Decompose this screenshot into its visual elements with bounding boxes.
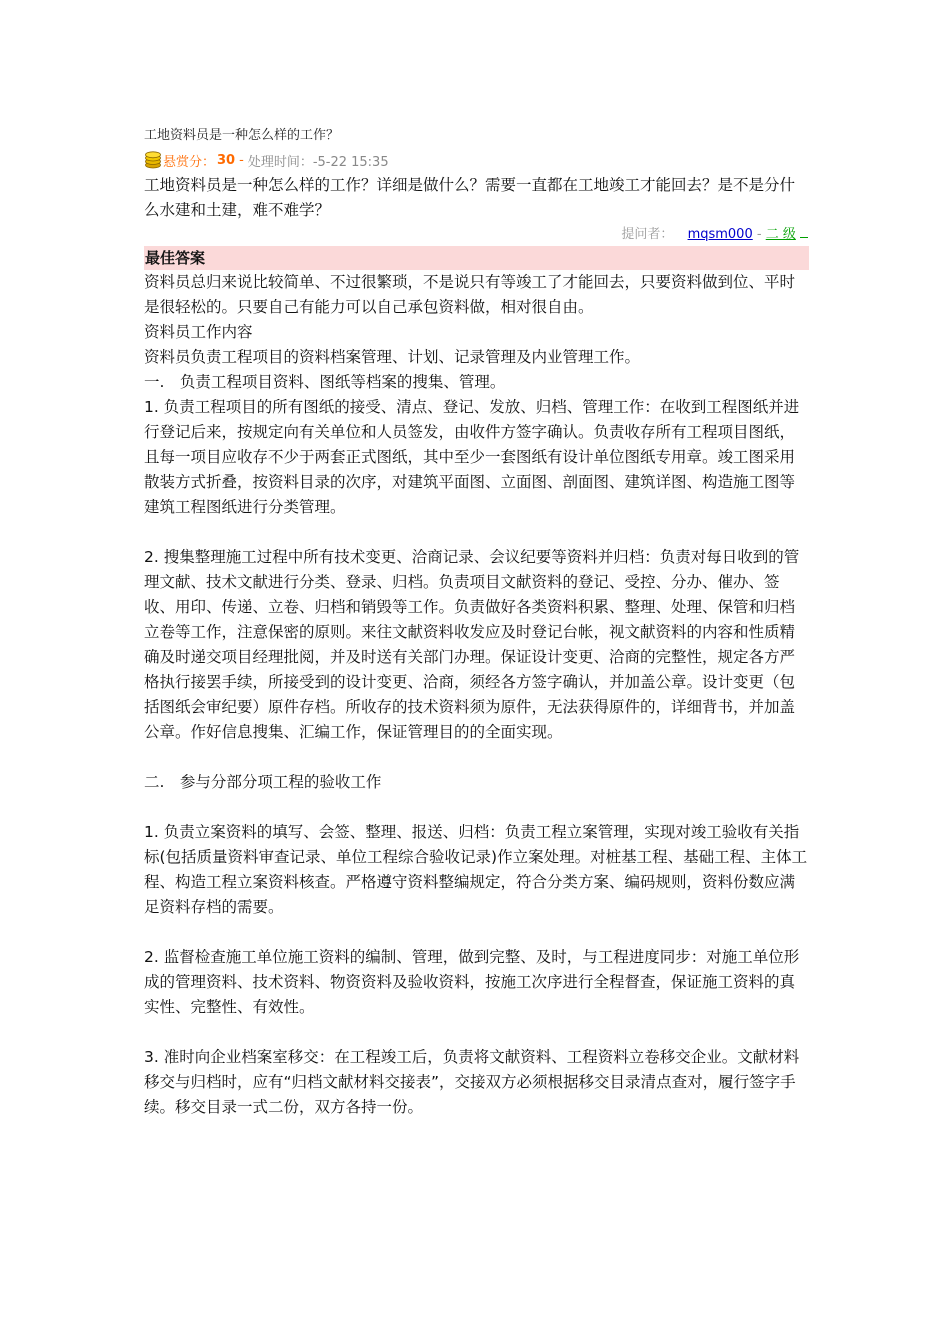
asker-level-link[interactable]: 二 级 — [765, 227, 796, 242]
paragraph-gap — [144, 795, 808, 820]
answer-paragraph: 资料员总归来说比较简单、不过很繁琐，不是说只有等竣工了才能回去，只要资料做到位、平时是很轻松的。只要自己有能力可以自己承包资料做，相对很自由。 — [144, 273, 796, 316]
asker-row — [144, 224, 808, 246]
answer-paragraph: 1. 负责工程项目的所有图纸的接受、清点、登记、发放、归档、管理工作：在收到工程图纸并进行登记后来，按规定向有关单位和人员签发，由收件方签字确认。负责收存所有工程项目图纸，且每一项目应收存不少于两套正式图纸，其中至少一套图纸有设计单位图纸专用章。竣工图采用散装方式折叠，按资料目录的次序，对建筑平面图、立面图、剖面图、建筑详图、构造施工图等建筑工程图纸进行分类管理。 — [144, 398, 800, 516]
answer-body — [144, 270, 808, 1120]
answer-paragraph: 2. 搜集整理施工过程中所有技术变更、洽商记录、会议纪要等资料并归档：负责对每日收到的管理文献、技术文献进行分类、登录、归档。负责项目文献资料的登记、受控、分办、催办、签收、用印、传递、立卷、归档和销毁等工作。负责做好各类资料积累、整理、处理、保管和归档立卷等工作，注意保密的原则。来往文献资料收发应及时登记台帐，视文献资料的内容和性质精确及时递交项目经理批阅，并及时送有关部门办理。保证设计变更、洽商的完整性，规定各方严格执行接罢手续，所接受到的设计变更、洽商，须经各方签字确认，并加盖公章。设计变更（包括图纸会审纪要）原件存档。所收存的技术资料须为原件，无法获得原件的，详细背书，并加盖公章。作好信息搜集、汇编工作，保证管理目的的全面实现。 — [144, 548, 800, 741]
answer-paragraph: 一. 负责工程项目资料、图纸等档案的搜集、管理。 — [144, 373, 506, 391]
answer-paragraph: 3. 准时向企业档案室移交：在工程竣工后，负责将文献资料、工程资料立卷移交企业。文献材料移交与归档时，应有“归档文献材料交接表”，交接双方必须根据移交目录清点查对，履行签字手续。移交目录一式二份，双方各持一份。 — [144, 1048, 800, 1116]
paragraph-gap — [144, 520, 808, 545]
asker-label: 提问者： — [621, 227, 674, 242]
answer-paragraph: 1. 负责立案资料的填写、会签、整理、报送、归档：负责工程立案管理，实现对竣工验收有关指标(包括质量资料审查记录、单位工程综合验收记录)作立案处理。对桩基工程、基础工程、主体工程、构造工程立案资料核查。严格遵守资料整编规定，符合分类方案、编码规则，资料份数应满足资料存档的需要。 — [144, 823, 808, 916]
qa-page — [144, 126, 808, 1120]
best-answer-heading: 最佳答案 — [144, 246, 809, 270]
answer-paragraph: 资料员负责工程项目的资料档案管理、计划、记录管理及内业管理工作。 — [144, 348, 641, 366]
paragraph-gap — [144, 745, 808, 770]
process-time: 处理时间：-5-22 15:35 — [247, 154, 389, 170]
answer-paragraph: 2. 监督检查施工单位施工资料的编制、管理，做到完整、及时，与工程进度同步：对施工单位形成的管理资料、技术资料、物资资料及验收资料，按施工次序进行全程督查，保证施工资料的真实性、完整性、有效性。 — [144, 948, 800, 1016]
reward-row — [144, 148, 808, 172]
paragraph-gap — [144, 920, 808, 945]
asker-separator: - — [756, 227, 762, 242]
reward-value: 30 — [217, 152, 236, 168]
separator: - — [239, 152, 244, 168]
asker-name-link[interactable]: mqsm000 — [687, 227, 753, 242]
paragraph-gap — [144, 1020, 808, 1045]
question-title: 工地资料员是一种怎么样的工作？ — [144, 128, 340, 143]
reward-label: 悬赏分： — [163, 154, 216, 170]
coins-icon — [144, 151, 162, 169]
answer-paragraph: 二. 参与分部分项工程的验收工作 — [144, 773, 382, 791]
question-body: 工地资料员是一种怎么样的工作？详细是做什么？需要一直都在工地竣工才能回去？是不是分什么水建和土建，难不难学？ — [144, 176, 796, 219]
answer-paragraph: 资料员工作内容 — [144, 323, 253, 341]
